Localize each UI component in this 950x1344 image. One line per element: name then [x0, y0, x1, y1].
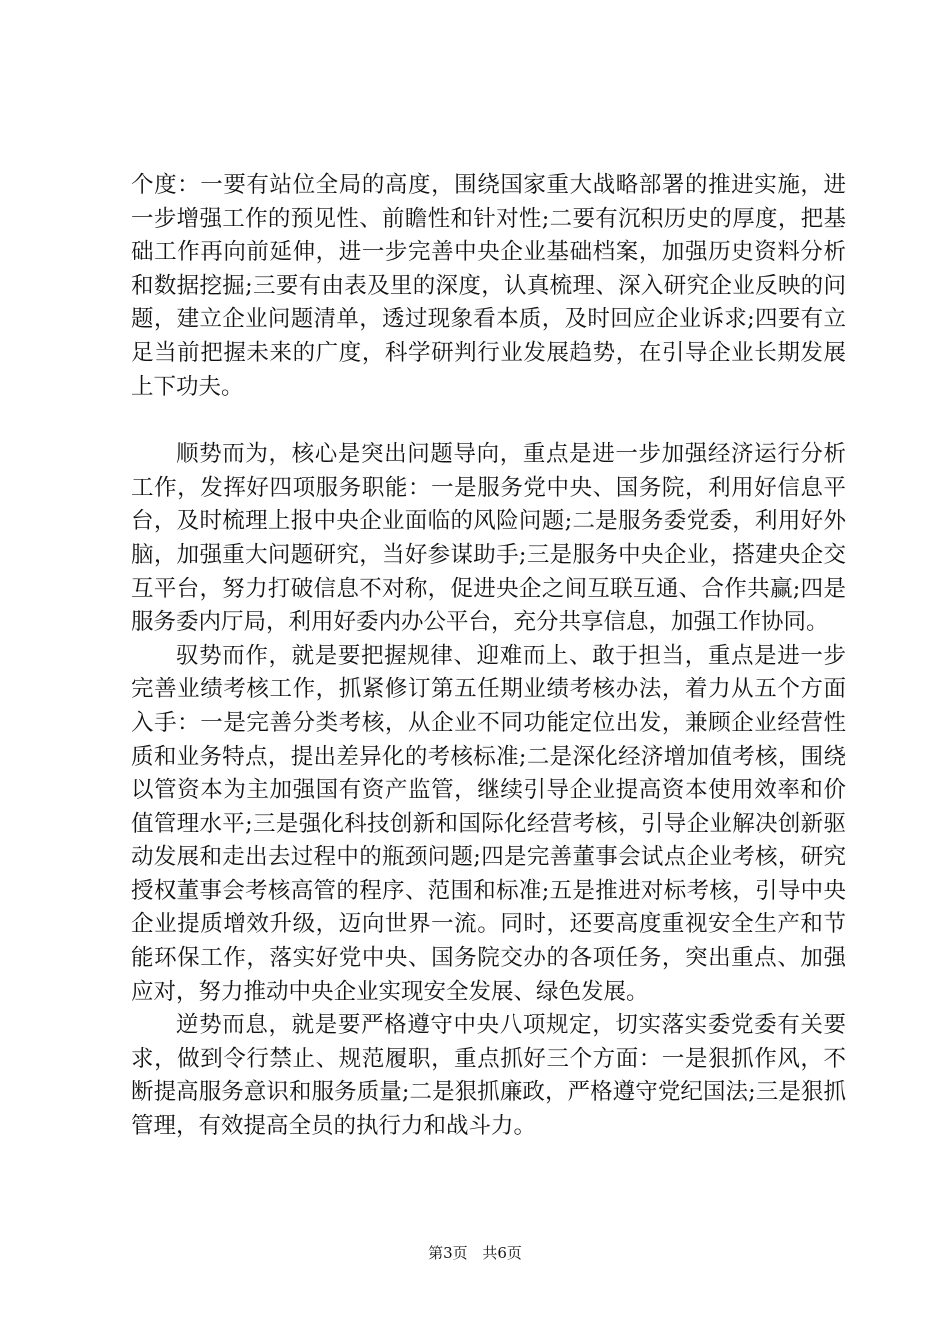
document-body [131, 169, 846, 1144]
paragraph-nishi: 逆势而息，就是要严格遵守中央八项规定，切实落实委党委有关要求，做到令行禁止、规范履职，重点抓好三个方面：一是狠抓作风，不断提高服务意识和服务质量;二是狠抓廉政，严格遵守党纪国法;三是狠抓管理，有效提高全员的执行力和战斗力。 [131, 1012, 846, 1140]
page-footer [0, 1243, 950, 1263]
paragraph-yushi: 驭势而作，就是要把握规律、迎难而上、敢于担当，重点是进一步完善业绩考核工作，抓紧修订第五任期业绩考核办法，着力从五个方面入手：一是完善分类考核，从企业不同功能定位出发，兼顾企业经营性质和业务特点，提出差异化的考核标准;二是深化经济增加值考核，围绕以管资本为主加强国有资产监管，继续引导企业提高资本使用效率和价值管理水平;三是强化科技创新和国际化经营考核，引导企业解决创新驱动发展和走出去过程中的瓶颈问题;四是完善董事会试点企业考核，研究授权董事会考核高管的程序、范围和标准;五是推进对标考核，引导中央企业提质增效升级，迈向世界一流。同时，还要高度重视安全生产和节能环保工作，落实好党中央、国务院交办的各项任务，突出重点、加强应对，努力推动中央企业实现安全发展、绿色发展。 [131, 642, 846, 1005]
paragraph-continuation: 个度：一要有站位全局的高度，围绕国家重大战略部署的推进实施，进一步增强工作的预见性、前瞻性和针对性;二要有沉积历史的厚度，把基础工作再向前延伸，进一步完善中央企业基础档案，加强历史资料分析和数据挖掘;三要有由表及里的深度，认真梳理、深入研究企业反映的问题，建立企业问题清单，透过现象看本质，及时回应企业诉求;四要有立足当前把握未来的广度，科学研判行业发展趋势，在引导企业长期发展上下功夫。 [131, 172, 846, 400]
paragraph-shunshi: 顺势而为，核心是突出问题导向，重点是进一步加强经济运行分析工作，发挥好四项服务职能：一是服务党中央、国务院，利用好信息平台，及时梳理上报中央企业面临的风险问题;二是服务委党委，利用好外脑，加强重大问题研究，当好参谋助手;三是服务中央企业，搭建央企交互平台，努力打破信息不对称，促进央企之间互联互通、合作共赢;四是服务委内厅局，利用好委内办公平台，充分共享信息，加强工作协同。 [131, 441, 846, 636]
page-total: 共6页 [482, 1244, 522, 1262]
page-number: 第3页 [428, 1244, 468, 1262]
